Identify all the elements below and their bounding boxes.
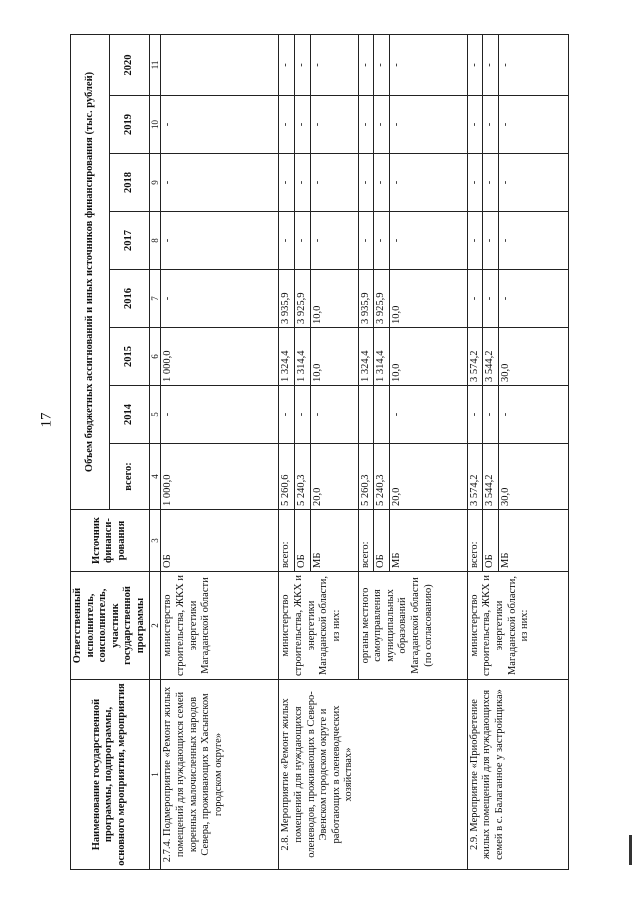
value-cell: -: [467, 386, 483, 444]
index-cell: 6: [149, 328, 161, 386]
index-row: [149, 34, 161, 869]
index-cell: 3: [149, 510, 161, 572]
value-cell: -: [483, 154, 499, 212]
source-cell: всего:: [358, 510, 374, 572]
header-volume: Объем бюджетных ассигнований и иных источников финансирования (тыс. рублей): [71, 34, 110, 509]
value-cell: -: [483, 386, 499, 444]
value-cell: -: [279, 212, 295, 270]
executor-cell: министерство строительства, ЖКХ и энергетики Магаданской области: [161, 572, 279, 680]
value-cell: -: [483, 270, 499, 328]
value-cell: -: [389, 386, 467, 444]
value-cell: -: [294, 34, 310, 95]
value-cell: -: [467, 154, 483, 212]
header-year: 2017: [110, 212, 149, 270]
header-year: 2015: [110, 328, 149, 386]
value-cell: 3 544,2: [483, 444, 499, 510]
value-cell: 1 314,4: [374, 328, 390, 386]
header-year: 2018: [110, 154, 149, 212]
header-total: всего:: [110, 444, 149, 510]
header-year: 2014: [110, 386, 149, 444]
value-cell: 10,0: [389, 270, 467, 328]
value-cell: -: [279, 386, 295, 444]
executor-cell: органы местного самоуправления муниципальных образований Магаданской области (по согласованию): [358, 572, 467, 680]
index-cell: 7: [149, 270, 161, 328]
value-cell: -: [374, 34, 390, 95]
source-cell: всего:: [279, 510, 295, 572]
value-cell: 3 574,2: [467, 328, 483, 386]
value-cell: 1 000,0: [161, 328, 279, 386]
index-cell: 11: [149, 34, 161, 95]
index-cell: 9: [149, 154, 161, 212]
value-cell: -: [161, 212, 279, 270]
value-cell: 20,0: [389, 444, 467, 510]
value-cell: [358, 386, 374, 444]
value-cell: -: [161, 96, 279, 154]
source-cell: ОБ: [374, 510, 390, 572]
index-cell: 1: [149, 680, 161, 870]
value-cell: 10,0: [310, 328, 358, 386]
value-cell: -: [498, 34, 568, 95]
value-cell: -: [374, 154, 390, 212]
value-cell: 5 240,3: [374, 444, 390, 510]
value-cell: 3 544,2: [483, 328, 499, 386]
source-cell: МБ: [498, 510, 568, 572]
table-row: [161, 34, 279, 869]
financing-table: [70, 34, 569, 870]
value-cell: 20,0: [310, 444, 358, 510]
value-cell: -: [310, 154, 358, 212]
value-cell: -: [279, 96, 295, 154]
index-cell: 8: [149, 212, 161, 270]
value-cell: [161, 34, 279, 95]
measure-name: 2.7.4. Подмероприятие «Ремонт жилых помещений для нуждающихся семей коренных малочисленных народов Севера, проживающих в Хасынском городском округе»: [161, 680, 279, 870]
value-cell: 5 260,6: [279, 444, 295, 510]
value-cell: -: [279, 154, 295, 212]
header-executor: Ответственный исполнитель, соисполнитель, участник государственной программы: [71, 572, 150, 680]
value-cell: -: [498, 386, 568, 444]
value-cell: 5 260,3: [358, 444, 374, 510]
value-cell: -: [294, 212, 310, 270]
value-cell: 1 324,4: [279, 328, 295, 386]
header-year: 2016: [110, 270, 149, 328]
value-cell: -: [483, 34, 499, 95]
value-cell: -: [498, 154, 568, 212]
index-cell: 10: [149, 96, 161, 154]
value-cell: -: [310, 34, 358, 95]
value-cell: 3 574,2: [467, 444, 483, 510]
index-cell: 2: [149, 572, 161, 680]
value-cell: 3 935,9: [358, 270, 374, 328]
source-cell: МБ: [310, 510, 358, 572]
value-cell: 30,0: [498, 328, 568, 386]
value-cell: -: [161, 154, 279, 212]
value-cell: -: [294, 386, 310, 444]
source-cell: ОБ: [483, 510, 499, 572]
value-cell: 10,0: [389, 328, 467, 386]
value-cell: -: [498, 270, 568, 328]
measure-name: 2.9. Мероприятие «Приобретение жилых помещений для нуждающихся семей в с. Балаганное у застройщика»: [467, 680, 568, 870]
value-cell: 3 925,9: [294, 270, 310, 328]
value-cell: -: [467, 96, 483, 154]
value-cell: 1 000,0: [161, 444, 279, 510]
value-cell: 3 925,9: [374, 270, 390, 328]
value-cell: -: [358, 96, 374, 154]
value-cell: -: [358, 212, 374, 270]
value-cell: -: [161, 386, 279, 444]
value-cell: -: [467, 270, 483, 328]
value-cell: -: [294, 154, 310, 212]
value-cell: 1 324,4: [358, 328, 374, 386]
value-cell: -: [467, 212, 483, 270]
value-cell: -: [483, 212, 499, 270]
value-cell: -: [310, 212, 358, 270]
header-year: 2019: [110, 96, 149, 154]
rotated-page: [70, 35, 640, 870]
value-cell: -: [374, 212, 390, 270]
value-cell: -: [310, 386, 358, 444]
value-cell: 5 240,3: [294, 444, 310, 510]
value-cell: -: [389, 34, 467, 95]
header-name: Наименование государственной программы, подпрограммы, основного мероприятия, мероприятия: [71, 680, 150, 870]
header-source: Источник финанси-рования: [71, 510, 150, 572]
index-cell: 5: [149, 386, 161, 444]
value-cell: -: [389, 154, 467, 212]
source-cell: МБ: [389, 510, 467, 572]
executor-cell: министерство строительства, ЖКХ и энергетики Магаданской области, из них:: [279, 572, 358, 680]
header-year: 2020: [110, 34, 149, 95]
value-cell: -: [294, 96, 310, 154]
value-cell: 10,0: [310, 270, 358, 328]
table-row: [467, 34, 483, 869]
source-cell: ОБ: [161, 510, 279, 572]
source-cell: всего:: [467, 510, 483, 572]
page-number: 17: [38, 412, 55, 428]
measure-name: 2.8. Мероприятие «Ремонт жилых помещений для нуждающихся оленеводов, проживающих в Северо-Эвенском городском округе и работающих в оленеводческих хозяйствах»: [279, 680, 467, 870]
value-cell: -: [467, 34, 483, 95]
value-cell: 30,0: [498, 444, 568, 510]
value-cell: -: [358, 34, 374, 95]
value-cell: -: [161, 270, 279, 328]
value-cell: 3 935,9: [279, 270, 295, 328]
source-cell: ОБ: [294, 510, 310, 572]
executor-cell: министерство строительства, ЖКХ и энергетики Магаданской области, из них:: [467, 572, 568, 680]
value-cell: [374, 386, 390, 444]
header-row-1: [71, 34, 110, 869]
value-cell: -: [310, 96, 358, 154]
table-row: [279, 34, 295, 869]
scan-edge-mark: [629, 835, 632, 865]
value-cell: -: [498, 212, 568, 270]
value-cell: -: [389, 212, 467, 270]
value-cell: -: [374, 96, 390, 154]
value-cell: -: [483, 96, 499, 154]
value-cell: 1 314,4: [294, 328, 310, 386]
value-cell: -: [498, 96, 568, 154]
value-cell: -: [279, 34, 295, 95]
index-cell: 4: [149, 444, 161, 510]
value-cell: -: [389, 96, 467, 154]
value-cell: -: [358, 154, 374, 212]
